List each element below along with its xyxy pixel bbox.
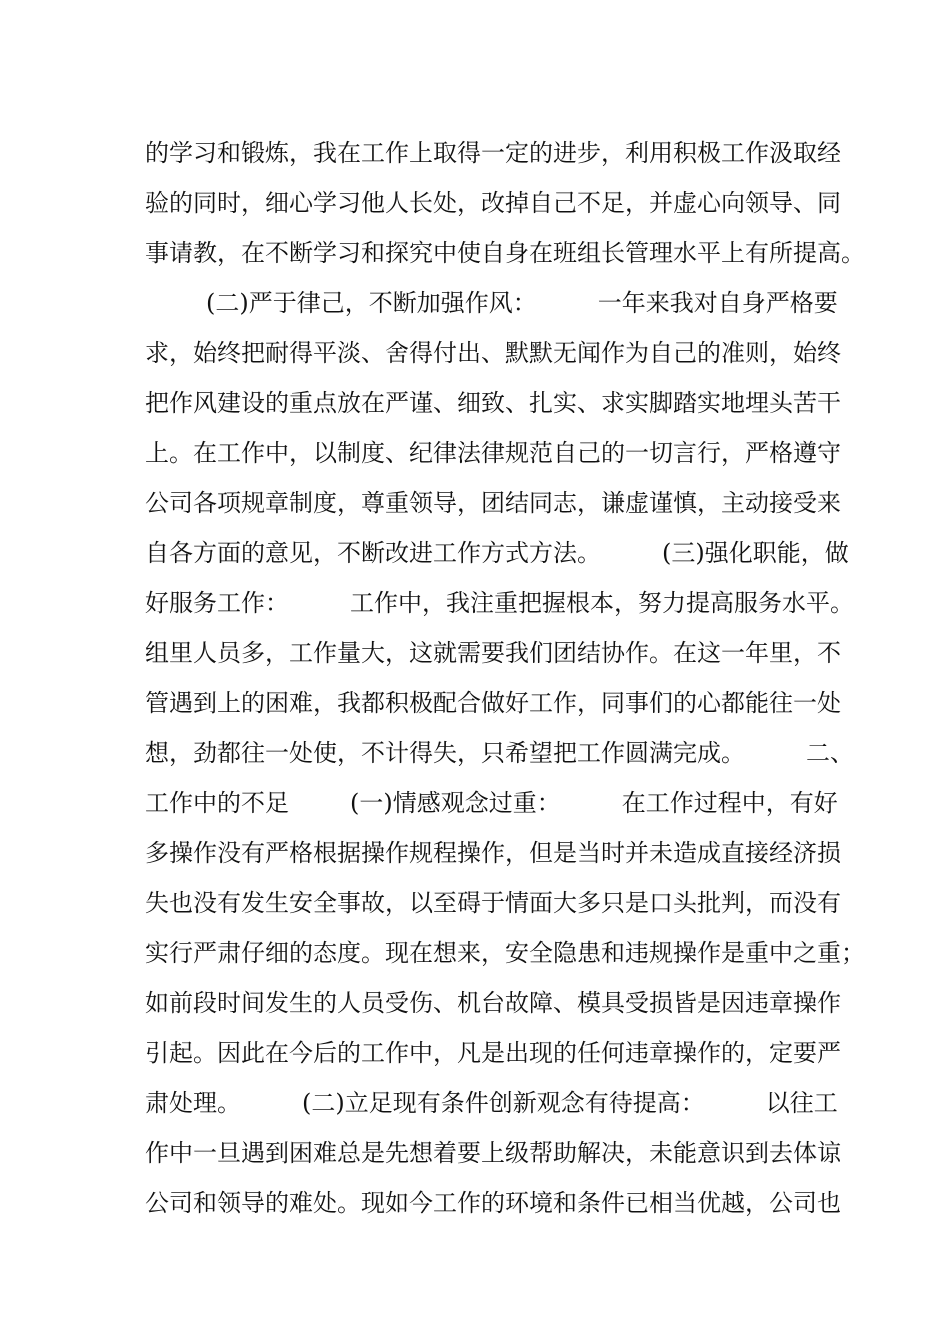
text-line: 工作中的不足 (一)情感观念过重： 在工作过程中，有好: [145, 789, 838, 817]
text-line: 想，劲都往一处使，不计得失，只希望把工作圆满完成。 二、: [145, 739, 855, 767]
text-line: 事请教，在不断学习和探究中使自身在班组长管理水平上有所提高。: [145, 239, 865, 267]
text-line: 自各方面的意见，不断改进工作方式方法。 (三)强化职能，做: [145, 539, 849, 567]
text-line: 作中一旦遇到困难总是先想着要上级帮助解决，未能意识到去体谅: [145, 1139, 841, 1167]
text-line: 如前段时间发生的人员受伤、机台故障、模具受损皆是因违章操作: [145, 989, 841, 1017]
text-line: 失也没有发生安全事故，以至碍于情面大多只是口头批判，而没有: [145, 889, 841, 917]
text-line: 把作风建设的重点放在严谨、细致、扎实、求实脚踏实地埋头苦干: [145, 389, 841, 417]
text-line: 管遇到上的困难，我都积极配合做好工作，同事们的心都能往一处: [145, 689, 841, 717]
text-line: 求，始终把耐得平淡、舍得付出、默默无闻作为自己的准则，始终: [145, 339, 841, 367]
text-line: (二)严于律己，不断加强作风： 一年来我对自身严格要: [145, 289, 838, 317]
text-line: 引起。因此在今后的工作中，凡是出现的任何违章操作的，定要严: [145, 1039, 841, 1067]
text-line: 组里人员多，工作量大，这就需要我们团结协作。在这一年里，不: [145, 639, 841, 667]
text-line: 公司和领导的难处。现如今工作的环境和条件已相当优越，公司也: [145, 1189, 841, 1217]
text-line: 实行严肃仔细的态度。现在想来，安全隐患和违规操作是重中之重；: [145, 939, 865, 967]
text-line: 公司各项规章制度，尊重领导，团结同志，谦虚谨慎，主动接受来: [145, 489, 841, 517]
text-line: 的学习和锻炼，我在工作上取得一定的进步，利用积极工作汲取经: [145, 139, 841, 167]
text-line: 好服务工作： 工作中，我注重把握根本，努力提高服务水平。: [145, 589, 855, 617]
text-line: 多操作没有严格根据操作规程操作，但是当时并未造成直接经济损: [145, 839, 841, 867]
text-line: 肃处理。 (二)立足现有条件创新观念有待提高： 以往工: [145, 1089, 838, 1117]
text-line: 验的同时，细心学习他人长处，改掉自己不足，并虚心向领导、同: [145, 189, 841, 217]
text-line: 上。在工作中，以制度、纪律法律规范自己的一切言行，严格遵守: [145, 439, 841, 467]
